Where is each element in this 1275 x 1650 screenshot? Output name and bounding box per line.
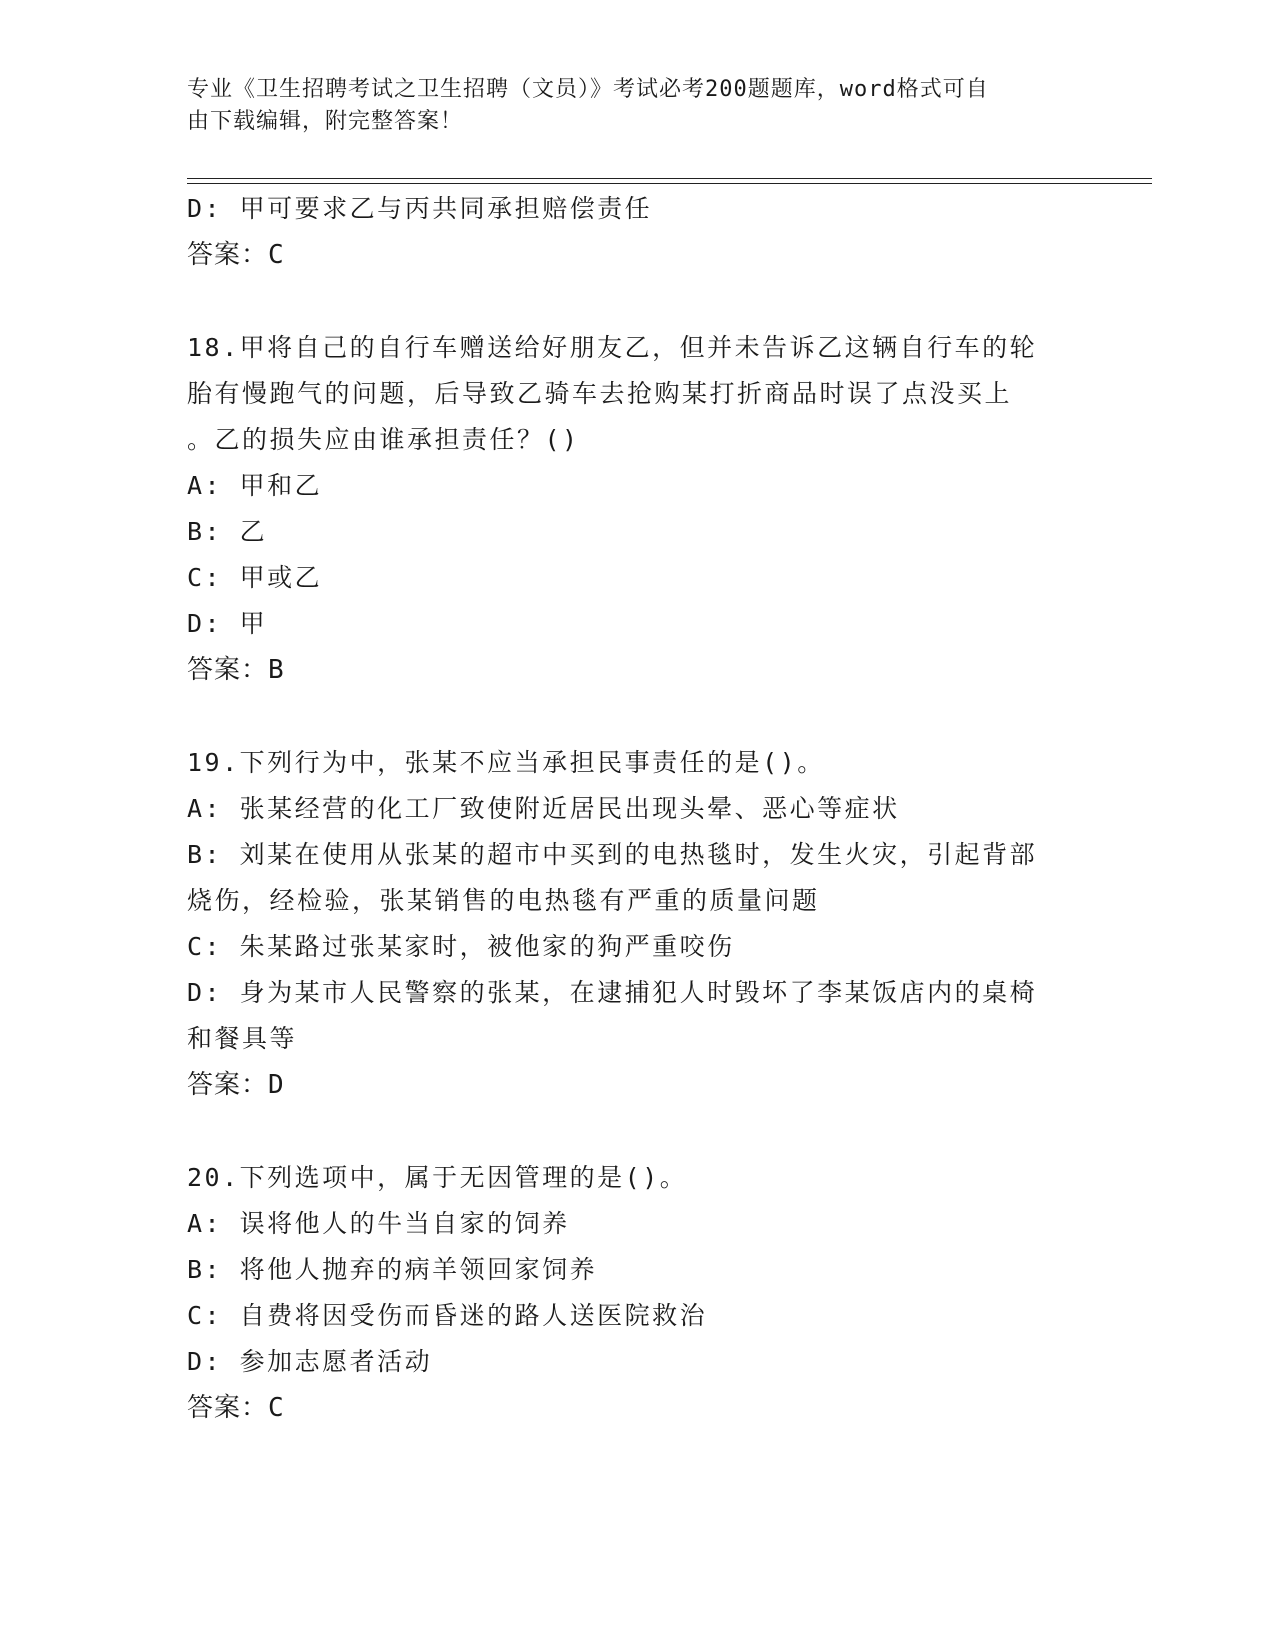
option-d-continued: 和餐具等 bbox=[187, 1024, 298, 1053]
question-20 bbox=[187, 1155, 1087, 1431]
option-b: B: 乙 bbox=[187, 517, 268, 546]
question-18 bbox=[187, 325, 1087, 693]
question-list bbox=[187, 186, 1087, 1431]
answer-line: 答案：C bbox=[187, 240, 285, 270]
spacer bbox=[187, 1108, 1087, 1155]
question-stem: 19.下列行为中，张某不应当承担民事责任的是()。 bbox=[187, 748, 825, 777]
option-b-continued: 烧伤，经检验，张某销售的电热毯有严重的质量问题 bbox=[187, 886, 820, 915]
question-stem: 18.甲将自己的自行车赠送给好朋友乙，但并未告诉乙这辆自行车的轮 bbox=[187, 333, 1038, 362]
answer-line: 答案：D bbox=[187, 1070, 285, 1100]
option-b: B: 将他人抛弃的病羊领回家饲养 bbox=[187, 1255, 598, 1284]
header-line-1: 专业《卫生招聘考试之卫生招聘（文员）》考试必考200题题库，word格式可自 bbox=[187, 77, 989, 102]
header-line-2: 由下载编辑，附完整答案！ bbox=[187, 109, 464, 134]
option-d: D: 身为某市人民警察的张某，在逮捕犯人时毁坏了李某饭店内的桌椅 bbox=[187, 978, 1038, 1007]
option-a: A: 误将他人的牛当自家的饲养 bbox=[187, 1209, 570, 1238]
answer-line: 答案：C bbox=[187, 1393, 285, 1423]
option-a: A: 张某经营的化工厂致使附近居民出现头晕、恶心等症状 bbox=[187, 794, 900, 823]
option-c: C: 朱某路过张某家时，被他家的狗严重咬伤 bbox=[187, 932, 735, 961]
spacer bbox=[187, 278, 1087, 325]
answer-line: 答案：B bbox=[187, 655, 285, 685]
option-c: C: 甲或乙 bbox=[187, 563, 323, 592]
option-a: A: 甲和乙 bbox=[187, 471, 323, 500]
spacer bbox=[187, 693, 1087, 740]
question-stem-continued: 胎有慢跑气的问题，后导致乙骑车去抢购某打折商品时误了点没买上 bbox=[187, 379, 1013, 408]
option-d: D: 甲 bbox=[187, 609, 268, 638]
question-19 bbox=[187, 740, 1087, 1108]
option-d: D: 参加志愿者活动 bbox=[187, 1347, 433, 1376]
option-b: B: 刘某在使用从张某的超市中买到的电热毯时，发生火灾，引起背部 bbox=[187, 840, 1038, 869]
header-divider-top bbox=[187, 178, 1152, 179]
document-header bbox=[187, 74, 1067, 138]
header-divider-bottom bbox=[187, 183, 1152, 184]
option-c: C: 自费将因受伤而昏迷的路人送医院救治 bbox=[187, 1301, 708, 1330]
question-17-tail bbox=[187, 186, 1087, 278]
question-stem-continued: 。乙的损失应由谁承担责任？() bbox=[187, 425, 580, 454]
question-stem: 20.下列选项中，属于无因管理的是()。 bbox=[187, 1163, 688, 1192]
option-d: D: 甲可要求乙与丙共同承担赔偿责任 bbox=[187, 194, 653, 223]
